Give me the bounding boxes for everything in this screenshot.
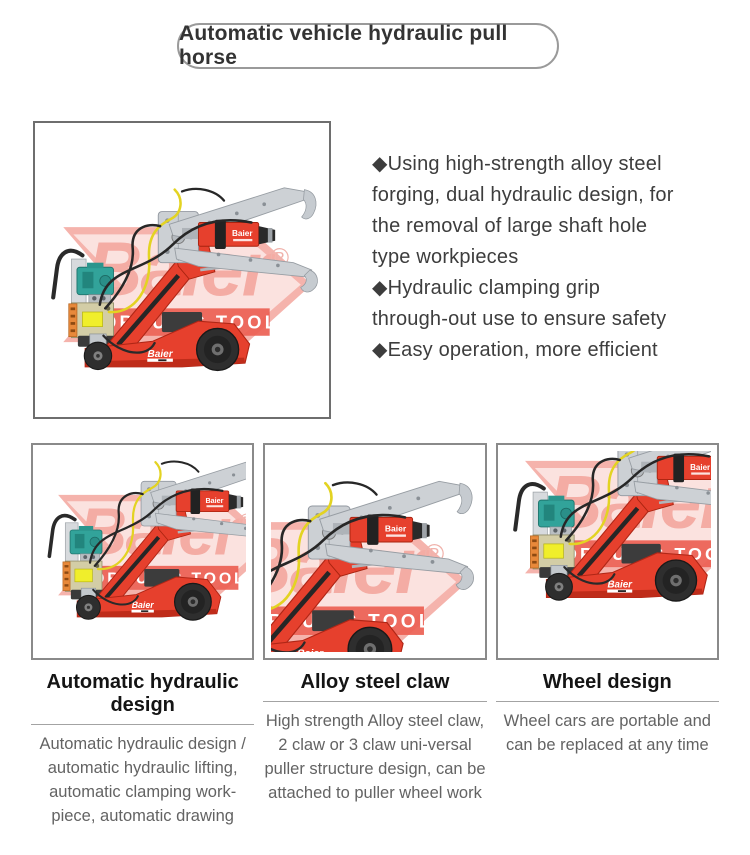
column-heading: Automatic hydraulic design xyxy=(46,671,239,716)
feature-item xyxy=(372,335,676,366)
column-body: Wheel cars are portable and can be replaced at any time xyxy=(503,712,711,754)
column-alloy-steel-claw xyxy=(263,443,486,828)
main-product-photo xyxy=(33,121,331,419)
heading-divider xyxy=(31,724,254,725)
detail-columns xyxy=(0,443,750,828)
feature-list xyxy=(331,121,676,419)
detail-photo-wheels xyxy=(496,443,719,660)
column-body: Automatic hydraulic design / automatic hydraulic lifting, automatic clamping work-piece, automatic drawing xyxy=(39,735,246,825)
feature-text: Easy operation, more efficient xyxy=(387,339,658,361)
product-photo-claw-crop xyxy=(271,451,478,652)
column-body: High strength Alloy steel claw, 2 claw or 3 claw uni-versal puller structure design, can be attached to puller wheel work xyxy=(264,712,486,802)
heading-divider xyxy=(263,701,486,702)
detail-photo-hydraulic-design xyxy=(31,443,254,660)
column-automatic-hydraulic-design xyxy=(31,443,254,828)
feature-text: Hydraulic clamping grip through-out use to ensure safety xyxy=(372,277,667,330)
column-heading: Alloy steel claw xyxy=(300,671,450,693)
heading-divider xyxy=(496,701,719,702)
feature-item xyxy=(372,149,676,273)
column-heading: Wheel design xyxy=(542,671,672,693)
diamond-bullet-icon: ◆ xyxy=(372,153,388,175)
product-photo-full-machine xyxy=(45,133,319,407)
feature-text: Using high-strength alloy steel forging, dual hydraulic design, for the removal of large shaft hole type workpieces xyxy=(372,153,674,268)
detail-photo-claw xyxy=(263,443,486,660)
page-title xyxy=(177,23,559,69)
feature-item xyxy=(372,273,676,335)
product-photo-wheel-crop xyxy=(504,451,711,652)
diamond-bullet-icon: ◆ xyxy=(372,339,388,361)
diamond-bullet-icon: ◆ xyxy=(372,277,388,299)
product-photo-hydraulic-crop xyxy=(39,451,246,652)
column-wheel-design xyxy=(496,443,719,828)
top-section xyxy=(0,121,750,419)
page-title-text: Automatic vehicle hydraulic pull horse xyxy=(179,22,508,69)
